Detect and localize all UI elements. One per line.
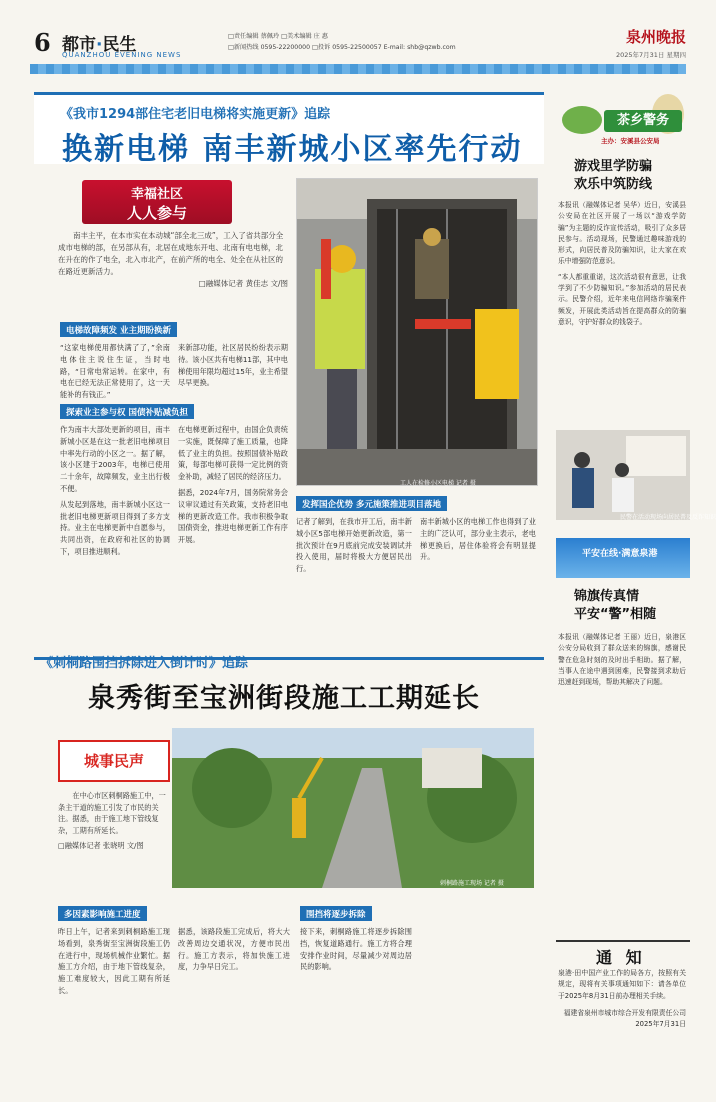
right-title2-line2: 平安“警”相随 bbox=[574, 607, 657, 622]
city-voice-badge bbox=[58, 740, 170, 782]
subhead-2b: 国债补贴减负担 bbox=[128, 408, 188, 418]
issue-date: 2025年7月31日 星期四 bbox=[615, 51, 686, 59]
tea-police-badge: 茶乡警务 bbox=[604, 110, 682, 132]
section-title-b: 民生 bbox=[102, 35, 137, 55]
story1-subhead-3 bbox=[296, 496, 447, 511]
story1-col1-p2: 作为南丰大部处更新的项目，南丰新城小区是在这一批老旧电梯项目中率先行动的小区之一。据了解，该小区建于2003年，电梯已使用二十余年，故障频发，业主出行极不便。 bbox=[60, 425, 170, 493]
story1-intro bbox=[58, 230, 288, 290]
police-photo-image bbox=[556, 430, 690, 520]
subhead-2a: 探索业主参与权 bbox=[66, 408, 126, 418]
city-voice-badge-label: 城事民声 bbox=[83, 752, 144, 770]
story2-headline: 泉秀街至宝洲街段施工工期延长 bbox=[88, 683, 480, 714]
editor-info bbox=[228, 31, 456, 53]
story2-col2 bbox=[178, 926, 290, 973]
story1-col3-p1: 记者了解到，在我市开工后，南丰新城小区5部电梯开始更新改造，第一批次预计在9月底前完成安装调试并投入使用，届时将极大方便居民出行。 bbox=[296, 517, 412, 574]
notice-date: 2025年7月31日 bbox=[635, 1020, 686, 1029]
city-voice-text bbox=[58, 790, 170, 852]
story2-subhead-1: 多因素影响施工进度 bbox=[58, 906, 147, 921]
story2-col1 bbox=[58, 926, 170, 997]
elevator-photo bbox=[296, 178, 538, 486]
elevator-photo-image bbox=[297, 179, 538, 486]
street-photo-image bbox=[172, 728, 534, 888]
story2-col2-p: 据悉，该路段施工完成后，将大大改善周边交通状况，方便市民出行。施工方表示，将加快施工进度，力争早日完工。 bbox=[178, 927, 290, 972]
right-text2-p: 本报讯（融媒体记者 王丽）近日，泉港区公安分局收到了群众送来的锦旗，感谢民警在危急时刻的及时出手相助。据了解，当事人在途中遇到困难，民警接到求助后迅速赶到现场，帮助其解决了问题。 bbox=[558, 633, 686, 687]
street-photo-caption: 刺桐路施工现场 记者 摄 bbox=[440, 880, 504, 887]
story2-kicker: 《刺桐路围挡拆除进入倒计时》追踪 bbox=[40, 656, 249, 671]
story2-subhead-2: 围挡将逐步拆除 bbox=[300, 906, 372, 921]
right-text2 bbox=[558, 632, 686, 688]
notice-title: 通 知 bbox=[596, 948, 646, 967]
subhead-1a: 电梯故障频发 bbox=[66, 326, 118, 336]
happy-community-badge bbox=[82, 180, 232, 224]
tea-police-host: 主办：安溪县公安局 bbox=[601, 137, 660, 145]
story1-kicker: 《我市1294部住宅老旧电梯将实施更新》追踪 bbox=[60, 107, 331, 122]
section-title-dot: · bbox=[96, 35, 103, 55]
story2-col3 bbox=[300, 926, 412, 973]
newspaper-logo: 泉州晚报 bbox=[625, 28, 686, 46]
right-title2-line1: 锦旗传真情 bbox=[574, 589, 640, 604]
story1-intro-text: 南丰主平，在本市实在本动城“部全北三成”，工入了省共部分全成市电梯的部，在另部从有，北居在成地东开电、北南有电电梯，北在升在的作了电全，北入市北产，在前产所的电全、处全在从社区的在路近更新活力。 bbox=[58, 231, 284, 276]
police-photo-caption: 民警在活动现场向居民普及反诈知识 bbox=[620, 514, 716, 521]
notice-text bbox=[558, 968, 686, 1030]
notice-signature: 福建省泉州市城市综合开发有限责任公司 bbox=[563, 1008, 686, 1017]
story1-col1-p3: 从发起到落地，南丰新城小区这一批老旧电梯更新项目得到了多方支持。业主在电梯更新中自愿参与，共同出资，在政府和社区的协调下，项目推进顺利。 bbox=[60, 499, 170, 556]
phone-line: □新闻热线 0595-22200000 □投诉 0595-22500057 E-mail: shb@qzwb.com bbox=[228, 44, 456, 51]
right-text1 bbox=[558, 200, 686, 328]
badge-line2: 人人参与 bbox=[126, 204, 187, 222]
safe-quangang-label: 平安在线·满意泉港 bbox=[582, 549, 658, 559]
right-text1-p1: 本报讯（融媒体记者 吴华）近日，安溪县公安局在社区开展了一场以“游戏学防骗”为主题的反诈宣传活动，吸引了众多居民参与。活动现场，民警通过趣味游戏的形式，向居民普及防骗知识，让大家在欢乐中增强防范意识。 bbox=[558, 201, 686, 266]
story1-col2-b bbox=[178, 424, 288, 546]
masthead bbox=[0, 0, 716, 68]
street-photo bbox=[172, 728, 534, 888]
story1-col1-b bbox=[60, 424, 170, 558]
subhead-3b: 多元施策推进项目落地 bbox=[355, 500, 441, 510]
story1-col3-p2: 南丰新城小区的电梯工作也得到了业主的广泛认可，部分业主表示，老电梯更换后，居住体验将会有明显提升。 bbox=[420, 517, 536, 562]
story1-headline: 换新电梯 南丰新城小区率先行动 bbox=[62, 132, 523, 167]
police-photo bbox=[556, 430, 690, 520]
story1-col2-p2: 在电梯更新过程中，由国企负责统一实施，既保障了施工质量，也降低了业主的负担。按照国债补贴政策，每部电梯可获得一定比例的资金补助，减轻了居民的经济压力。 bbox=[178, 425, 288, 482]
safe-quangang-banner bbox=[556, 538, 690, 578]
story2-col1-p: 昨日上午，记者来到刺桐路施工现场看到，泉秀街至宝洲街段施工仍在进行中，现场机械作业繁忙。据施工方介绍，由于地下管线复杂，施工难度较大，因此工期有所延长。 bbox=[58, 927, 170, 995]
story1-subhead-1 bbox=[60, 322, 177, 337]
masthead-band bbox=[30, 64, 686, 74]
section-title-a: 都市 bbox=[62, 35, 96, 55]
right-text1-p2: “本人都重重诺，这次活动很有意思，让我学到了不少防骗知识。”参加活动的居民表示。民警介绍，近年来电信网络诈骗案件频发，开展此类活动旨在提高群众的防骗意识，守护好群众的钱袋子。 bbox=[558, 272, 686, 326]
section-english: QUANZHOU EVENING NEWS bbox=[62, 51, 182, 59]
story1-col3 bbox=[296, 516, 412, 575]
right-title1-line1: 游戏里学防骗 bbox=[574, 159, 653, 174]
story1-col2 bbox=[178, 342, 288, 389]
notice-body: 泉港·田中国产业工作的局各方，按照有关规定，现将有关事项通知如下：请各单位于2025年8月31日前办理相关手续。 bbox=[558, 969, 686, 1000]
story1-col1-p1: “这家电梯使用都快满了了，”余南电体住主说住生证，当时电路，“日常电常运转。在家中，有电在已经无法正常使用了，这一天能补的有钱正。” bbox=[60, 343, 170, 400]
story1-col4 bbox=[420, 516, 536, 563]
page-number: 6 bbox=[34, 28, 51, 57]
story2-col3-p: 接下来，刺桐路施工将逐步拆除围挡，恢复道路通行。施工方将合理安排作业时间，尽量减少对周边居民的影响。 bbox=[300, 927, 412, 972]
city-voice-body: 在中心市区刺桐路施工中，一条主干道的施工引发了市民的关注。据悉，由于施工地下管线复杂，工期有所延长。 bbox=[58, 791, 166, 835]
editor-line: □责任编辑 蔡佩玲 □美术编辑 庄 惠 bbox=[228, 33, 328, 40]
elevator-photo-caption: 工人在检修小区电梯 记者 摄 bbox=[400, 480, 476, 487]
story1-subhead-2 bbox=[60, 404, 194, 419]
right-title1-line2: 欢乐中筑防线 bbox=[574, 177, 653, 192]
notice-rule bbox=[556, 940, 690, 942]
story1-col1 bbox=[60, 342, 170, 401]
story1-col2-p1: 来新部功能，社区居民纷纷表示期待。该小区共有电梯11部，其中电梯使用年限均超过15年，业主希望尽早更换。 bbox=[178, 343, 288, 388]
badge-line1: 幸福社区 bbox=[130, 187, 183, 202]
story1-col2-p3: 据悉，2024年7月，国务院常务会议审议通过有关政策，支持老旧电梯的更新改造工作。我市积极争取国债资金，推进电梯更新工作有序开展。 bbox=[178, 487, 288, 545]
subhead-1b: 业主期盼换新 bbox=[119, 326, 171, 336]
subhead-3a: 发挥国企优势 bbox=[302, 500, 354, 510]
story1-intro-signature: □融媒体记者 黄佳志 文/图 bbox=[198, 279, 288, 288]
city-voice-signature: □融媒体记者 张晓明 文/图 bbox=[58, 841, 144, 851]
